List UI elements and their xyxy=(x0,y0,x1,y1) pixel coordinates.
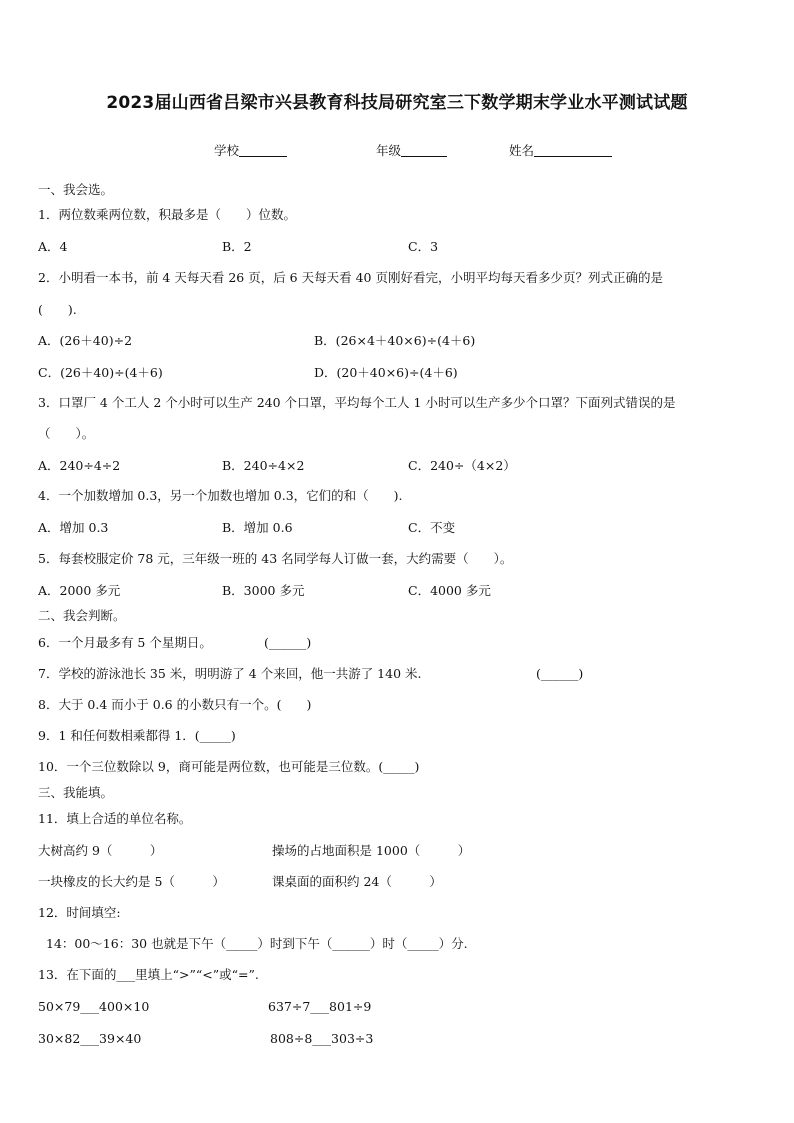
q5-option-c[interactable]: C．4000 多元 xyxy=(408,583,491,598)
q1-option-b[interactable]: B．2 xyxy=(222,239,252,254)
q7-stem: 7．学校的游泳池长 35 米，明明游了 4 个来回，他一共游了 140 米. xyxy=(38,666,422,681)
q2-option-c[interactable]: C．(26＋40)÷(4＋6) xyxy=(38,365,163,380)
q11-item-c[interactable]: 一块橡皮的长大约是 5（ ） xyxy=(38,874,225,889)
q3-option-a[interactable]: A．240÷4÷2 xyxy=(38,458,121,473)
q7-answer-blank[interactable]: (______) xyxy=(536,666,584,681)
q1-option-c[interactable]: C．3 xyxy=(408,239,439,254)
q5-stem: 5．每套校服定价 78 元，三年级一班的 43 名同学每人订做一套，大约需要（ ）。 xyxy=(38,551,513,566)
q11-stem: 11．填上合适的单位名称。 xyxy=(38,811,192,826)
q3-stem-cont: （ ）。 xyxy=(38,426,95,441)
q13-item-c[interactable]: 30×82___39×40 xyxy=(38,1031,142,1046)
q11-item-a[interactable]: 大树高约 9（ ） xyxy=(38,843,163,858)
section-heading-3: 三、我能填。 xyxy=(38,785,114,800)
q2-option-d[interactable]: D．(20＋40×6)÷(4＋6) xyxy=(314,365,458,380)
name-label: 姓名 xyxy=(509,143,535,158)
q4-stem: 4．一个加数增加 0.3，另一个加数也增加 0.3，它们的和（ ). xyxy=(38,488,403,503)
grade-field[interactable] xyxy=(376,141,447,159)
q8-stem: 8．大于 0.4 而小于 0.6 的小数只有一个。( ) xyxy=(38,697,312,712)
q2-stem: 2．小明看一本书，前 4 天每天看 26 页，后 6 天每天看 40 页刚好看完，小明平均每天看多少页？列式正确的是 xyxy=(38,270,663,285)
school-field[interactable] xyxy=(214,141,287,159)
q1-stem: 1．两位数乘两位数，积最多是（ ）位数。 xyxy=(38,207,296,222)
grade-blank[interactable] xyxy=(401,144,447,157)
section-heading-1: 一、我会选。 xyxy=(38,182,114,197)
q13-item-d[interactable]: 808÷8___303÷3 xyxy=(270,1031,374,1046)
grade-label: 年级 xyxy=(376,143,402,158)
q13-item-b[interactable]: 637÷7___801÷9 xyxy=(268,999,372,1014)
q3-option-b[interactable]: B．240÷4×2 xyxy=(222,458,305,473)
q1-option-a[interactable]: A．4 xyxy=(38,239,68,254)
q9-stem: 9．1 和任何数相乘都得 1．(_____) xyxy=(38,728,236,743)
q4-option-b[interactable]: B．增加 0.6 xyxy=(222,520,293,535)
q6-stem: 6．一个月最多有 5 个星期日。 xyxy=(38,635,212,650)
q11-item-d[interactable]: 课桌面的面积约 24（ ） xyxy=(272,874,442,889)
name-blank[interactable] xyxy=(534,144,612,157)
school-blank[interactable] xyxy=(239,144,287,157)
page-title: 2023届山西省吕梁市兴县教育科技局研究室三下数学期末学业水平测试试题 xyxy=(106,93,688,113)
q3-option-c[interactable]: C．240÷（4×2） xyxy=(408,458,516,473)
q10-stem: 10．一个三位数除以 9，商可能是两位数，也可能是三位数。(_____) xyxy=(38,759,420,774)
q3-stem: 3．口罩厂 4 个工人 2 个小时可以生产 240 个口罩，平均每个工人 1 小时可以生产多少个口罩？下面列式错误的是 xyxy=(38,395,676,410)
q5-option-a[interactable]: A．2000 多元 xyxy=(38,583,121,598)
q6-answer-blank[interactable]: (______) xyxy=(264,635,312,650)
q12-stem: 12．时间填空: xyxy=(38,905,121,920)
school-label: 学校 xyxy=(214,143,240,158)
q4-option-a[interactable]: A．增加 0.3 xyxy=(38,520,109,535)
q2-option-b[interactable]: B．(26×4＋40×6)÷(4＋6) xyxy=(314,333,476,348)
q2-stem-cont: ( ). xyxy=(38,302,77,317)
q11-item-b[interactable]: 操场的占地面积是 1000（ ） xyxy=(272,843,471,858)
q4-option-c[interactable]: C．不变 xyxy=(408,520,456,535)
q12-fill-line[interactable]: 14：00～16：30 也就是下午（_____）时到下午（______）时（_____）分. xyxy=(46,936,468,951)
q13-item-a[interactable]: 50×79___400×10 xyxy=(38,999,150,1014)
q2-option-a[interactable]: A．(26＋40)÷2 xyxy=(38,333,133,348)
q5-option-b[interactable]: B．3000 多元 xyxy=(222,583,305,598)
section-heading-2: 二、我会判断。 xyxy=(38,608,126,623)
name-field[interactable] xyxy=(509,141,612,159)
q13-stem: 13．在下面的___里填上“>”“<”或“=”. xyxy=(38,967,259,982)
